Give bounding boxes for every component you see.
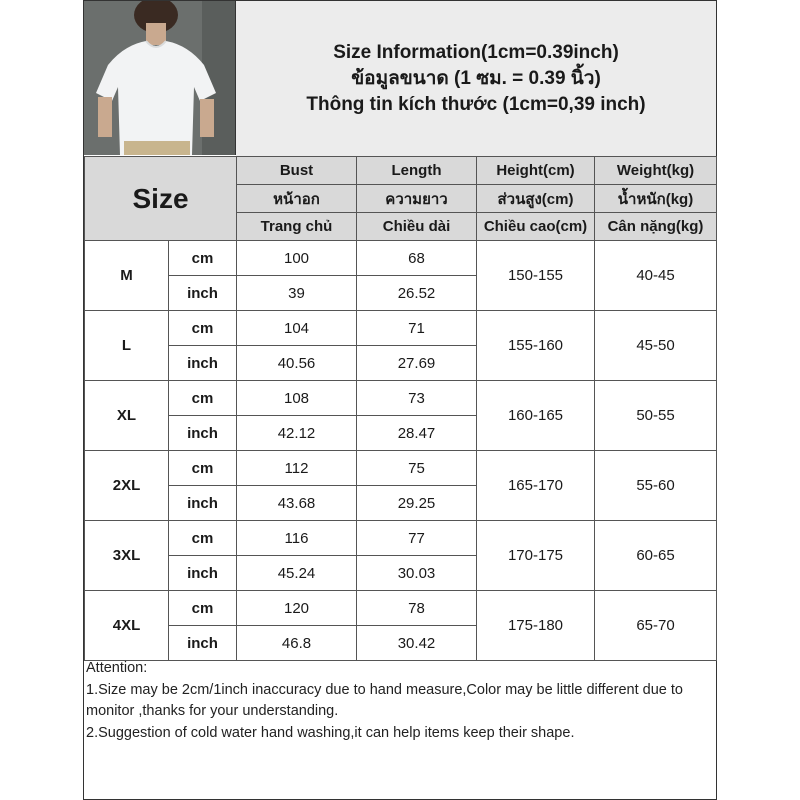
table-row	[85, 591, 717, 626]
height-range: 165-170	[477, 451, 595, 521]
col-bust-en: Bust	[237, 157, 357, 185]
table-row	[85, 311, 717, 346]
height-range: 175-180	[477, 591, 595, 661]
bust-value: 45.24	[237, 556, 357, 591]
bust-value: 46.8	[237, 626, 357, 661]
col-weight-en: Weight(kg)	[595, 157, 717, 185]
weight-range: 50-55	[595, 381, 717, 451]
unit-label: inch	[169, 416, 237, 451]
size-label: M	[85, 241, 169, 311]
table-row	[85, 521, 717, 556]
bust-value: 116	[237, 521, 357, 556]
size-label: L	[85, 311, 169, 381]
bust-value: 108	[237, 381, 357, 416]
unit-label: inch	[169, 626, 237, 661]
height-range: 150-155	[477, 241, 595, 311]
unit-label: cm	[169, 241, 237, 276]
bust-value: 100	[237, 241, 357, 276]
bust-value: 112	[237, 451, 357, 486]
bust-value: 42.12	[237, 416, 357, 451]
col-length-th: ความยาว	[357, 185, 477, 213]
col-bust-th: หน้าอก	[237, 185, 357, 213]
unit-label: cm	[169, 591, 237, 626]
length-value: 30.03	[357, 556, 477, 591]
height-range: 170-175	[477, 521, 595, 591]
col-height-en: Height(cm)	[477, 157, 595, 185]
bust-value: 120	[237, 591, 357, 626]
length-value: 26.52	[357, 276, 477, 311]
table-row	[85, 381, 717, 416]
weight-range: 55-60	[595, 451, 717, 521]
unit-label: cm	[169, 451, 237, 486]
col-height-vi: Chiều cao(cm)	[477, 213, 595, 241]
weight-range: 60-65	[595, 521, 717, 591]
table-row	[85, 451, 717, 486]
length-value: 28.47	[357, 416, 477, 451]
bust-value: 40.56	[237, 346, 357, 381]
col-bust-vi: Trang chủ	[237, 213, 357, 241]
unit-label: cm	[169, 521, 237, 556]
col-height-th: ส่วนสูง(cm)	[477, 185, 595, 213]
unit-label: inch	[169, 346, 237, 381]
size-label: 2XL	[85, 451, 169, 521]
length-value: 77	[357, 521, 477, 556]
length-value: 68	[357, 241, 477, 276]
length-value: 73	[357, 381, 477, 416]
title-vietnamese: Thông tin kích thước (1cm=0,39 inch)	[306, 93, 646, 115]
notes-heading: Attention:	[86, 660, 148, 676]
size-table	[84, 156, 717, 661]
title-english: Size Information(1cm=0.39inch)	[333, 41, 619, 63]
length-value: 75	[357, 451, 477, 486]
col-length-vi: Chiều dài	[357, 213, 477, 241]
unit-label: cm	[169, 381, 237, 416]
unit-label: inch	[169, 556, 237, 591]
col-weight-vi: Cân nặng(kg)	[595, 213, 717, 241]
size-header: Size	[85, 157, 237, 241]
bust-value: 43.68	[237, 486, 357, 521]
length-value: 71	[357, 311, 477, 346]
height-range: 155-160	[477, 311, 595, 381]
bust-value: 39	[237, 276, 357, 311]
length-value: 29.25	[357, 486, 477, 521]
length-value: 27.69	[357, 346, 477, 381]
weight-range: 45-50	[595, 311, 717, 381]
title-thai: ข้อมูลขนาด (1 ซม. = 0.39 นิ้ว)	[351, 67, 601, 89]
unit-label: inch	[169, 276, 237, 311]
note-line: 2.Suggestion of cold water hand washing,it can help items keep their shape.	[86, 724, 575, 741]
table-row	[85, 241, 717, 276]
note-line: 1.Size may be 2cm/1inch inaccuracy due to hand measure,Color may be little different due to monitor ,thanks for your understanding.	[86, 681, 683, 719]
product-photo	[84, 1, 236, 155]
weight-range: 40-45	[595, 241, 717, 311]
length-value: 78	[357, 591, 477, 626]
col-weight-th: น้ำหนัก(kg)	[595, 185, 717, 213]
tshirt-model-image	[84, 1, 236, 155]
size-label: 3XL	[85, 521, 169, 591]
height-range: 160-165	[477, 381, 595, 451]
bust-value: 104	[237, 311, 357, 346]
attention-notes	[86, 658, 716, 744]
unit-label: cm	[169, 311, 237, 346]
weight-range: 65-70	[595, 591, 717, 661]
size-label: XL	[85, 381, 169, 451]
length-value: 30.42	[357, 626, 477, 661]
unit-label: inch	[169, 486, 237, 521]
size-label: 4XL	[85, 591, 169, 661]
col-length-en: Length	[357, 157, 477, 185]
size-info-title	[236, 1, 716, 156]
